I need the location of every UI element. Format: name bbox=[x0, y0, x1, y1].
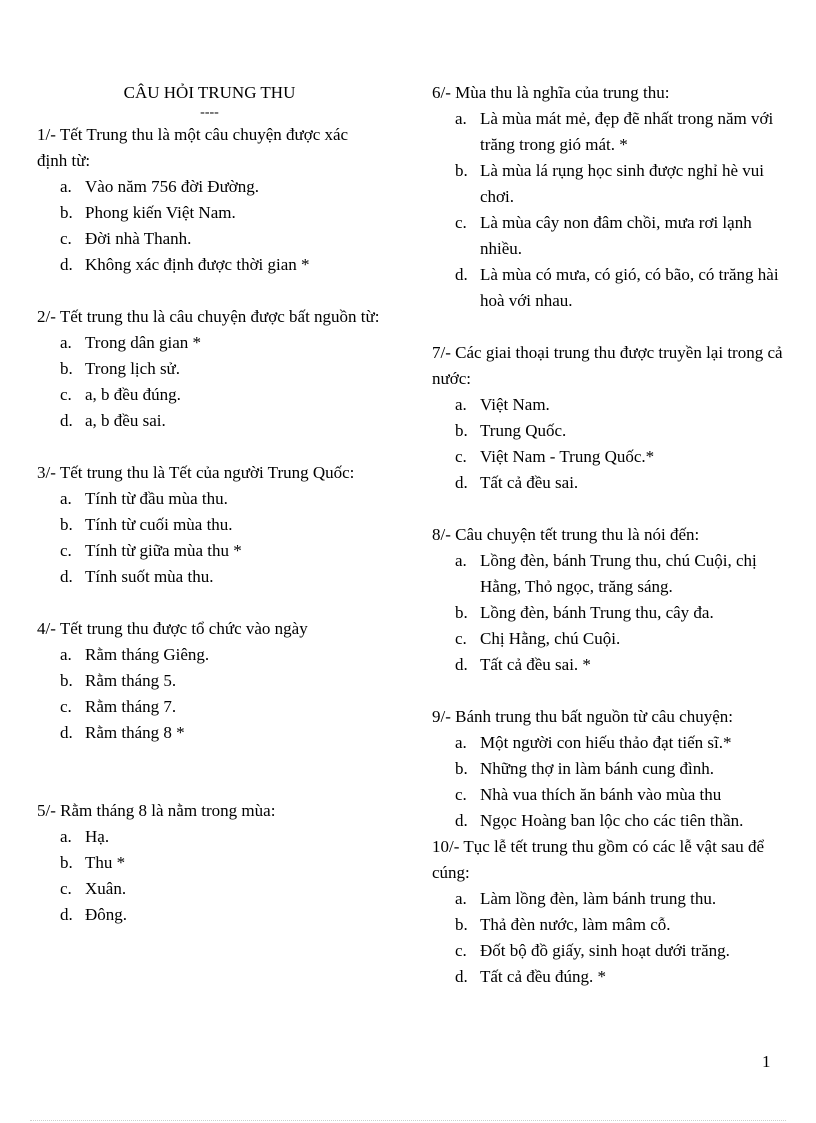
option-b bbox=[432, 600, 784, 626]
option-c bbox=[432, 782, 784, 808]
option-text: Là mùa lá rụng học sinh được nghỉ hè vui chơi. bbox=[480, 161, 765, 206]
option-a bbox=[37, 174, 382, 200]
option-text: Những thợ in làm bánh cung đình. bbox=[480, 759, 714, 778]
question-5 bbox=[37, 798, 382, 928]
option-c bbox=[432, 210, 784, 262]
option-letter: b. bbox=[455, 915, 468, 934]
option-b bbox=[432, 418, 784, 444]
option-letter: a. bbox=[455, 395, 467, 414]
option-letter: b. bbox=[60, 515, 73, 534]
option-letter: b. bbox=[455, 603, 468, 622]
option-text: Việt Nam - Trung Quốc.* bbox=[480, 447, 655, 466]
option-letter: d. bbox=[60, 567, 73, 586]
option-letter: a. bbox=[455, 109, 467, 128]
option-b bbox=[432, 912, 784, 938]
option-text: Lồng đèn, bánh Trung thu, chú Cuội, chị Hằng, Thỏ ngọc, trăng sáng. bbox=[480, 551, 757, 596]
option-letter: a. bbox=[455, 889, 467, 908]
option-text: Việt Nam. bbox=[480, 395, 550, 414]
option-letter: a. bbox=[60, 827, 72, 846]
option-text: Thả đèn nước, làm mâm cỗ. bbox=[480, 915, 671, 934]
option-a bbox=[432, 886, 784, 912]
option-letter: c. bbox=[455, 447, 467, 466]
question-4 bbox=[37, 616, 382, 746]
option-text: Rằm tháng Giêng. bbox=[85, 645, 210, 664]
option-text: Tất cả đều đúng. * bbox=[480, 967, 607, 986]
option-d bbox=[37, 902, 382, 928]
option-b bbox=[37, 512, 382, 538]
option-letter: b. bbox=[455, 161, 468, 180]
option-c bbox=[37, 226, 382, 252]
option-letter: d. bbox=[455, 967, 468, 986]
option-text: Là mùa cây non đâm chồi, mưa rơi lạnh nhiều. bbox=[480, 213, 752, 258]
option-text: Làm lồng đèn, làm bánh trung thu. bbox=[480, 889, 717, 908]
right-column bbox=[432, 80, 784, 990]
option-text: Hạ. bbox=[85, 827, 110, 846]
option-a bbox=[432, 730, 784, 756]
option-text: Lồng đèn, bánh Trung thu, cây đa. bbox=[480, 603, 714, 622]
option-text: Xuân. bbox=[85, 879, 127, 898]
option-letter: b. bbox=[60, 853, 73, 872]
option-text: Một người con hiếu thảo đạt tiến sĩ.* bbox=[480, 733, 732, 752]
option-letter: c. bbox=[455, 941, 467, 960]
option-c bbox=[432, 938, 784, 964]
option-letter: c. bbox=[60, 229, 72, 248]
option-letter: b. bbox=[455, 759, 468, 778]
option-letter: a. bbox=[60, 645, 72, 664]
option-a bbox=[432, 106, 784, 158]
option-text: Nhà vua thích ăn bánh vào mùa thu bbox=[480, 785, 722, 804]
option-text: a, b đều sai. bbox=[85, 411, 166, 430]
option-letter: b. bbox=[60, 359, 73, 378]
option-d bbox=[432, 808, 784, 834]
option-text: Phong kiến Việt Nam. bbox=[85, 203, 236, 222]
option-letter: a. bbox=[455, 551, 467, 570]
option-text: Không xác định được thời gian * bbox=[85, 255, 310, 274]
option-letter: b. bbox=[60, 203, 73, 222]
option-d bbox=[37, 564, 382, 590]
option-letter: a. bbox=[60, 177, 72, 196]
option-text: Tất cả đều sai. * bbox=[480, 655, 591, 674]
option-letter: c. bbox=[455, 213, 467, 232]
option-a bbox=[37, 486, 382, 512]
option-b bbox=[432, 158, 784, 210]
option-text: Rằm tháng 5. bbox=[85, 671, 177, 690]
option-a bbox=[432, 392, 784, 418]
option-d bbox=[37, 408, 382, 434]
option-letter: d. bbox=[455, 811, 468, 830]
question-3 bbox=[37, 460, 382, 590]
option-b bbox=[37, 668, 382, 694]
option-c bbox=[432, 626, 784, 652]
option-letter: d. bbox=[60, 905, 73, 924]
option-text: Trong dân gian * bbox=[85, 333, 202, 352]
question-stem: 5/- Rằm tháng 8 là nằm trong mùa: bbox=[37, 801, 276, 820]
option-a bbox=[37, 642, 382, 668]
option-letter: d. bbox=[60, 255, 73, 274]
title-separator: ---- bbox=[200, 105, 219, 120]
option-text: a, b đều đúng. bbox=[85, 385, 181, 404]
option-letter: c. bbox=[60, 541, 72, 560]
option-text: Là mùa có mưa, có gió, có bão, có trăng hài hoà với nhau. bbox=[480, 265, 779, 310]
option-b bbox=[37, 200, 382, 226]
option-d bbox=[432, 262, 784, 314]
option-c bbox=[37, 382, 382, 408]
option-letter: b. bbox=[455, 421, 468, 440]
page-bottom-divider bbox=[30, 1120, 786, 1121]
option-d bbox=[432, 652, 784, 678]
option-b bbox=[37, 850, 382, 876]
option-text: Là mùa mát mẻ, đẹp đẽ nhất trong năm với trăng trong gió mát. * bbox=[480, 109, 774, 154]
option-a bbox=[37, 330, 382, 356]
option-c bbox=[37, 694, 382, 720]
question-2 bbox=[37, 304, 382, 434]
option-text: Rằm tháng 7. bbox=[85, 697, 177, 716]
option-d bbox=[37, 252, 382, 278]
left-column bbox=[37, 80, 382, 954]
question-stem: 4/- Tết trung thu được tổ chức vào ngày bbox=[37, 619, 308, 638]
question-stem: 6/- Mùa thu là nghĩa của trung thu: bbox=[432, 83, 670, 102]
option-letter: d. bbox=[455, 655, 468, 674]
question-10 bbox=[432, 834, 784, 990]
option-text: Rằm tháng 8 * bbox=[85, 723, 185, 742]
option-text: Đông. bbox=[85, 905, 128, 924]
option-letter: b. bbox=[60, 671, 73, 690]
option-text: Tất cả đều sai. bbox=[480, 473, 579, 492]
question-stem: 10/- Tục lễ tết trung thu gồm có các lễ vật sau để cúng: bbox=[432, 837, 765, 882]
option-text: Thu * bbox=[85, 853, 126, 872]
question-stem: 3/- Tết trung thu là Tết của người Trung Quốc: bbox=[37, 463, 355, 482]
question-stem: 8/- Câu chuyện tết trung thu là nói đến: bbox=[432, 525, 700, 544]
option-letter: d. bbox=[455, 473, 468, 492]
question-6 bbox=[432, 80, 784, 314]
option-text: Chị Hằng, chú Cuội. bbox=[480, 629, 621, 648]
question-1 bbox=[37, 122, 382, 278]
option-letter: a. bbox=[455, 733, 467, 752]
question-stem: 7/- Các giai thoại trung thu được truyền lại trong cả nước: bbox=[432, 343, 783, 388]
option-letter: d. bbox=[60, 723, 73, 742]
question-stem: 2/- Tết trung thu là câu chuyện được bất nguồn từ: bbox=[37, 307, 380, 326]
option-letter: c. bbox=[455, 629, 467, 648]
option-letter: d. bbox=[60, 411, 73, 430]
question-stem: 1/- Tết Trung thu là một câu chuyện được xác định từ: bbox=[37, 125, 349, 170]
option-b bbox=[432, 756, 784, 782]
option-text: Ngọc Hoàng ban lộc cho các tiên thần. bbox=[480, 811, 744, 830]
option-letter: c. bbox=[455, 785, 467, 804]
question-9 bbox=[432, 704, 784, 834]
option-text: Đời nhà Thanh. bbox=[85, 229, 192, 248]
option-d bbox=[37, 720, 382, 746]
option-letter: c. bbox=[60, 879, 72, 898]
option-c bbox=[37, 538, 382, 564]
option-c bbox=[37, 876, 382, 902]
question-8 bbox=[432, 522, 784, 678]
question-7 bbox=[432, 340, 784, 496]
question-stem: 9/- Bánh trung thu bất nguồn từ câu chuyện: bbox=[432, 707, 733, 726]
page-title: CÂU HỎI TRUNG THU bbox=[123, 83, 296, 102]
option-c bbox=[432, 444, 784, 470]
option-letter: d. bbox=[455, 265, 468, 284]
option-text: Trung Quốc. bbox=[480, 421, 567, 440]
page-number: 1 bbox=[762, 1052, 771, 1071]
option-d bbox=[432, 964, 784, 990]
option-letter: c. bbox=[60, 697, 72, 716]
option-d bbox=[432, 470, 784, 496]
option-text: Tính từ giữa mùa thu * bbox=[85, 541, 242, 560]
option-letter: a. bbox=[60, 489, 72, 508]
option-a bbox=[432, 548, 784, 600]
option-text: Trong lịch sử. bbox=[85, 359, 181, 378]
option-letter: a. bbox=[60, 333, 72, 352]
option-text: Tính từ cuối mùa thu. bbox=[85, 515, 233, 534]
option-text: Vào năm 756 đời Đường. bbox=[85, 177, 260, 196]
option-b bbox=[37, 356, 382, 382]
option-text: Đốt bộ đồ giấy, sinh hoạt dưới trăng. bbox=[480, 941, 730, 960]
option-a bbox=[37, 824, 382, 850]
option-text: Tính suốt mùa thu. bbox=[85, 567, 214, 586]
option-text: Tính từ đầu mùa thu. bbox=[85, 489, 228, 508]
option-letter: c. bbox=[60, 385, 72, 404]
